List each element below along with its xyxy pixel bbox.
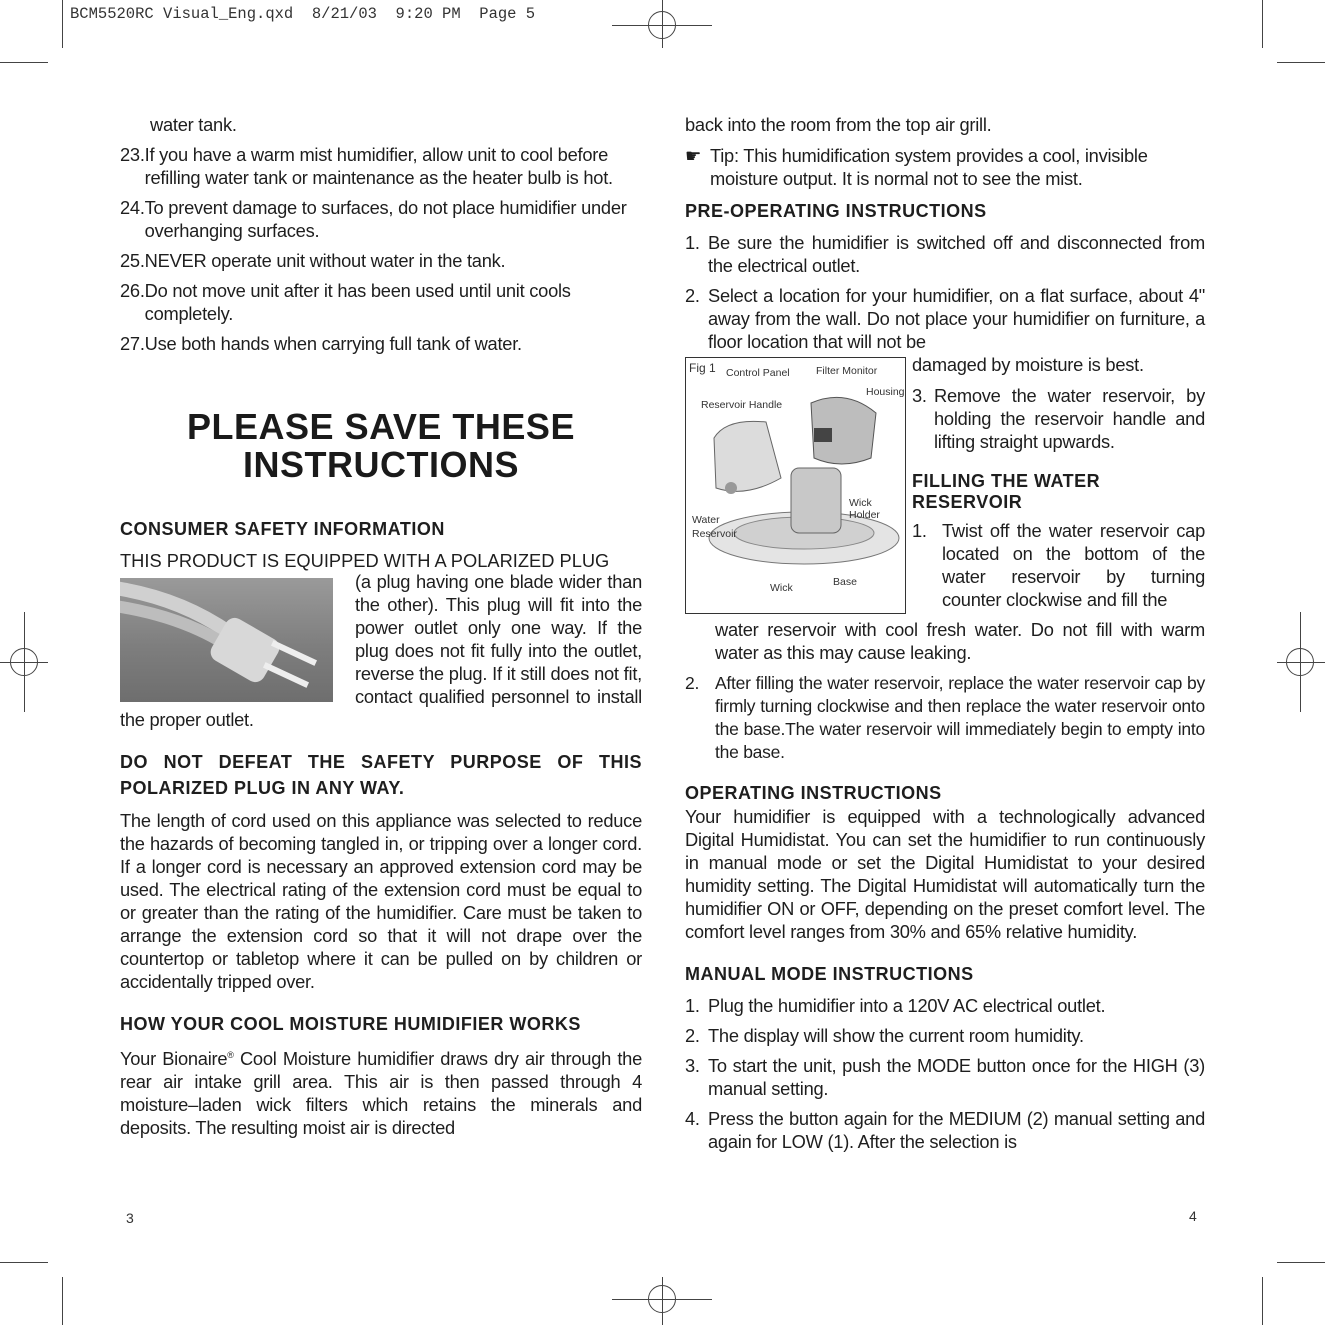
consumer-safety-heading: CONSUMER SAFETY INFORMATION (120, 519, 445, 539)
list-item: 2. After filling the water reservoir, replace the water reservoir cap by firmly turning clockwise and then replace the water reservoir onto the base.The water reservoir will immediately begin to empty into the base. (685, 673, 1205, 762)
save-instructions-title: PLEASE SAVE THESE INSTRUCTIONS (187, 406, 575, 485)
polarized-block (120, 572, 642, 731)
list-item: 26. Do not move unit after it has been used until unit cools completely. (120, 280, 571, 324)
print-slug: BCM5520RC Visual_Eng.qxd 8/21/03 9:20 PM Page 5 (70, 5, 536, 23)
figure-block (685, 353, 1205, 618)
cord-text: The length of cord used on this appliance was selected to reduce the hazards of becoming tangled in, or tripping over a longer cord. If a longer cord is necessary an approved extension cord may be used. The electrical rating of the extension cord must be equal to or greater than the rating of the humidifier. Care must be taken to arrange the extension cord so that it will not drape over the countertop or tabletop where it can be pulled on by children or accidentally tripped over. (120, 810, 642, 992)
list-item: 1. Be sure the humidifier is switched off and disconnected from the electrical outlet. (685, 232, 1205, 276)
continued-text: water tank. (150, 114, 237, 135)
hand-pointer-icon: ☛ (685, 145, 702, 166)
list-item: 24. To prevent damage to surfaces, do not place humidifier under overhanging surfaces. (120, 197, 627, 241)
polarized-text: (a plug having one blade wider than the other). This plug will fit into the power outlet only one way. If the plug does not fit fully into the outlet, reverse the plug. If it still does not fit, contact qualified personnel to install the proper outlet. (120, 572, 642, 730)
list-item: 4. Press the button again for the MEDIUM (2) manual setting and again for LOW (1). After the selection is (685, 1108, 1205, 1152)
list-item: 1. Twist off the water reservoir cap located on the bottom of the water reservoir by turning counter clockwise and fill the (912, 520, 1205, 610)
plug-photo (120, 578, 333, 702)
list-item: 25. NEVER operate unit without water in the tank. (120, 250, 506, 271)
page-number-left: 3 (126, 1210, 134, 1226)
polarized-lead: THIS PRODUCT IS EQUIPPED WITH A POLARIZED PLUG (120, 550, 610, 571)
how-it-works-heading: HOW YOUR COOL MOISTURE HUMIDIFIER WORKS (120, 1014, 581, 1034)
pre-operating-heading: PRE-OPERATING INSTRUCTIONS (685, 201, 987, 221)
tip: ☛ Tip: This humidification system provides a cool, invisible moisture output. It is normal not to see the mist. (685, 145, 1148, 189)
list-item: 27. Use both hands when carrying full tank of water. (120, 333, 522, 354)
list-item: 2. Select a location for your humidifier, on a flat surface, about 4" away from the wall. Do not place your humidifier on furniture, a floor location that will not be (685, 285, 1205, 352)
pre-2-continued: damaged by moisture is best. (912, 354, 1144, 375)
left-column (120, 113, 642, 1139)
list-item: 1. Plug the humidifier into a 120V AC electrical outlet. (685, 995, 1106, 1016)
humidifier-diagram: Fig 1 Control Panel Filter Monitor Housing Reservoir Handle Wick Holder Water Reservoir Wick Base (685, 357, 906, 614)
manual-mode-heading: MANUAL MODE INSTRUCTIONS (685, 964, 974, 984)
page-number-right: 4 (1189, 1208, 1197, 1224)
operating-heading: OPERATING INSTRUCTIONS (685, 783, 942, 803)
right-column (685, 113, 1205, 1160)
operating-text: Your humidifier is equipped with a technologically advanced Digital Humidistat. You can set the humidifier to run continuously in manual mode or set the Digital Humidistat to your desired humidity setting. The Digital Humidistat will automatically turn the humidifier ON or OFF, depending on the preset comfort level. The comfort level ranges from 30% and 65% relative humidity. (685, 806, 1205, 942)
list-item: 23. If you have a warm mist humidifier, allow unit to cool before refilling water tank or maintenance as the heater bulb is hot. (120, 144, 613, 188)
list-item: 3. To start the unit, push the MODE button once for the HIGH (3) manual setting. (685, 1055, 1205, 1099)
continued-text: back into the room from the top air grill. (685, 114, 992, 135)
defeat-heading: DO NOT DEFEAT THE SAFETY PURPOSE OF THIS POLARIZED PLUG IN ANY WAY. (120, 752, 642, 798)
how-it-works-text: Your Bionaire® Cool Moisture humidifier draws dry air through the rear air intake grill area. This air is then passed through 4 moisture–laden wick filters which retains the minerals and deposits. The resulting moist air is directed (120, 1048, 642, 1139)
fill-1-continued: water reservoir with cool fresh water. Do not fill with warm water as this may cause leaking. (715, 619, 1205, 663)
filling-heading: FILLING THE WATER RESERVOIR (912, 471, 1101, 512)
list-item: 3. Remove the water reservoir, by holding the reservoir handle and lifting straight upwards. (912, 385, 1205, 452)
list-item: 2. The display will show the current room humidity. (685, 1025, 1084, 1046)
